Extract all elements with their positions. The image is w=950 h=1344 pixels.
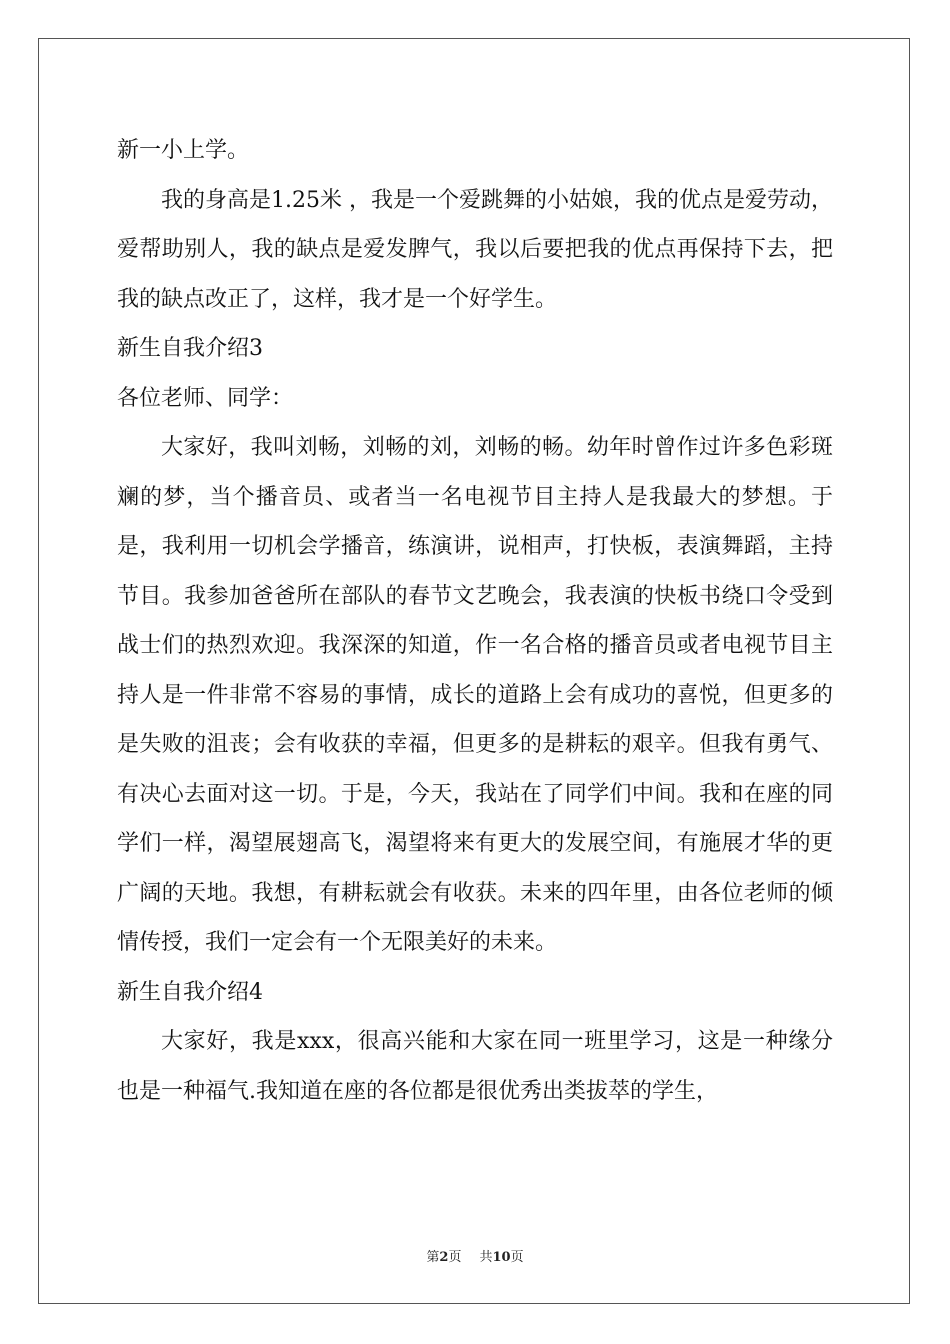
total-suffix: 页 [510,1250,524,1265]
page-current: 2 [439,1250,449,1265]
document-body [117,126,833,1116]
page-total: 10 [492,1250,511,1265]
paragraph-liuchang-intro: 大家好，我叫刘畅，刘畅的刘，刘畅的畅。幼年时曾作过许多色彩斑斓的梦，当个播音员、或者当一名电视节目主持人是我最大的梦想。于是，我利用一切机会学播音，练演讲，说相声，打快板，表演舞蹈，主持节目。我参加爸爸所在部队的春节文艺晚会，我表演的快板书绕口令受到战士们的热烈欢迎。我深深的知道，作一名合格的播音员或者电视节目主持人是一件非常不容易的事情，成长的道路上会有成功的喜悦，但更多的是失败的沮丧；会有收获的幸福，但更多的是耕耘的艰辛。但我有勇气、有决心去面对这一切。于是，今天，我站在了同学们中间。我和在座的同学们一样，渴望展翅高飞，渴望将来有更大的发展空间，有施展才华的更广阔的天地。我想，有耕耘就会有收获。未来的四年里，由各位老师的倾情传授，我们一定会有一个无限美好的未来。 [117,435,833,955]
page-prefix: 第 [426,1250,440,1265]
section-heading-3: 新生自我介绍3 [117,336,263,361]
section-heading-4: 新生自我介绍4 [117,979,263,1005]
paragraph-xxx-intro: 大家好，我是xxx，很高兴能和大家在同一班里学习，这是一种缘分也是一种福气.我知道在座的各位都是很优秀出类拔萃的学生， [117,1029,833,1104]
page-suffix: 页 [448,1250,462,1265]
paragraph-height-description: 我的身高是1.25米 ，我是一个爱跳舞的小姑娘，我的优点是爱劳动，爱帮助别人，我的缺点是爱发脾气，我以后要把我的优点再保持下去，把我的缺点改正了，这样，我才是一个好学生。 [117,187,833,312]
page-footer [0,1246,950,1265]
total-prefix: 共 [479,1250,493,1265]
paragraph-continuation: 新一小上学。 [117,138,250,163]
salutation: 各位老师、同学： [117,385,294,411]
